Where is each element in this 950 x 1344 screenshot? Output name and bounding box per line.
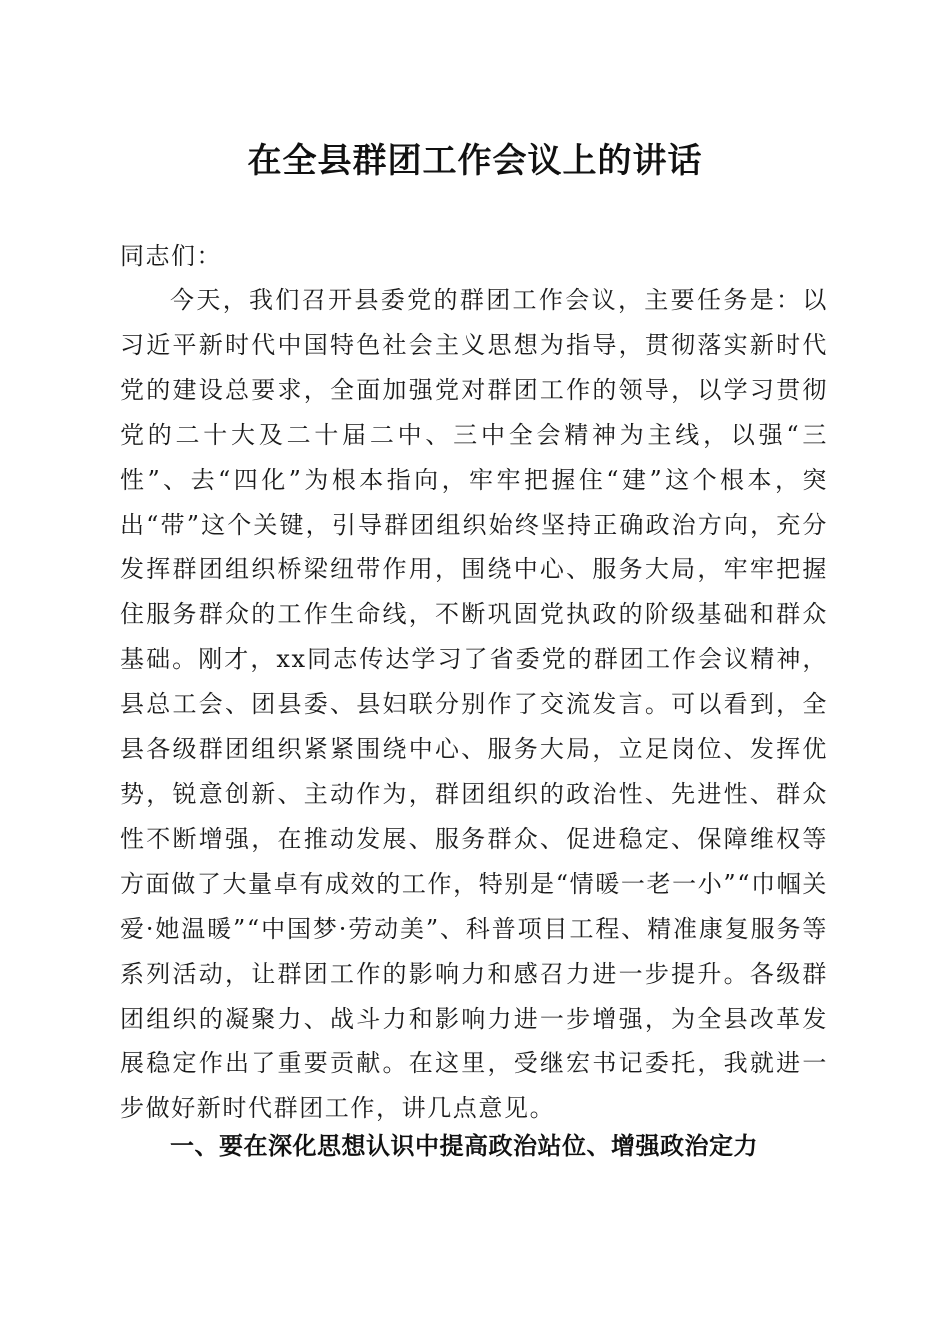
body-paragraph: 今天，我们召开县委党的群团工作会议，主要任务是：以习近平新时代中国特色社会主义思想为指导，贯彻落实新时代党的建设总要求，全面加强党对群团工作的领导，以学习贯彻党的二十大及二十届二中、三中全会精神为主线，以强“三性”、去“四化”为根本指向，牢牢把握住“建”这个根本，突出“带”这个关键，引导群团组织始终坚持正确政治方向，充分发挥群团组织桥梁纽带作用，围绕中心、服务大局，牢牢把握住服务群众的工作生命线，不断巩固党执政的阶级基础和群众基础。刚才，xx同志传达学习了省委党的群团工作会议精神，县总工会、团县委、县妇联分别作了交流发言。可以看到，全县各级群团组织紧紧围绕中心、服务大局，立足岗位、发挥优势，锐意创新、主动作为，群团组织的政治性、先进性、群众性不断增强，在推动发展、服务群众、促进稳定、保障维权等方面做了大量卓有成效的工作，特别是“情暖一老一小”“巾帼关爱·她温暖”“中国梦·劳动美”、科普项目工程、精准康复服务等系列活动，让群团工作的影响力和感召力进一步提升。各级群团组织的凝聚力、战斗力和影响力进一步增强，为全县改革发展稳定作出了重要贡献。在这里，受继宏书记委托，我就进一步做好新时代群团工作，讲几点意见。 [120, 286, 828, 1123]
salutation: 同志们： [120, 242, 222, 270]
section-heading: 一、要在深化思想认识中提高政治站位、增强政治定力 [170, 1132, 758, 1160]
document-title: 在全县群团工作会议上的讲话 [247, 141, 703, 181]
